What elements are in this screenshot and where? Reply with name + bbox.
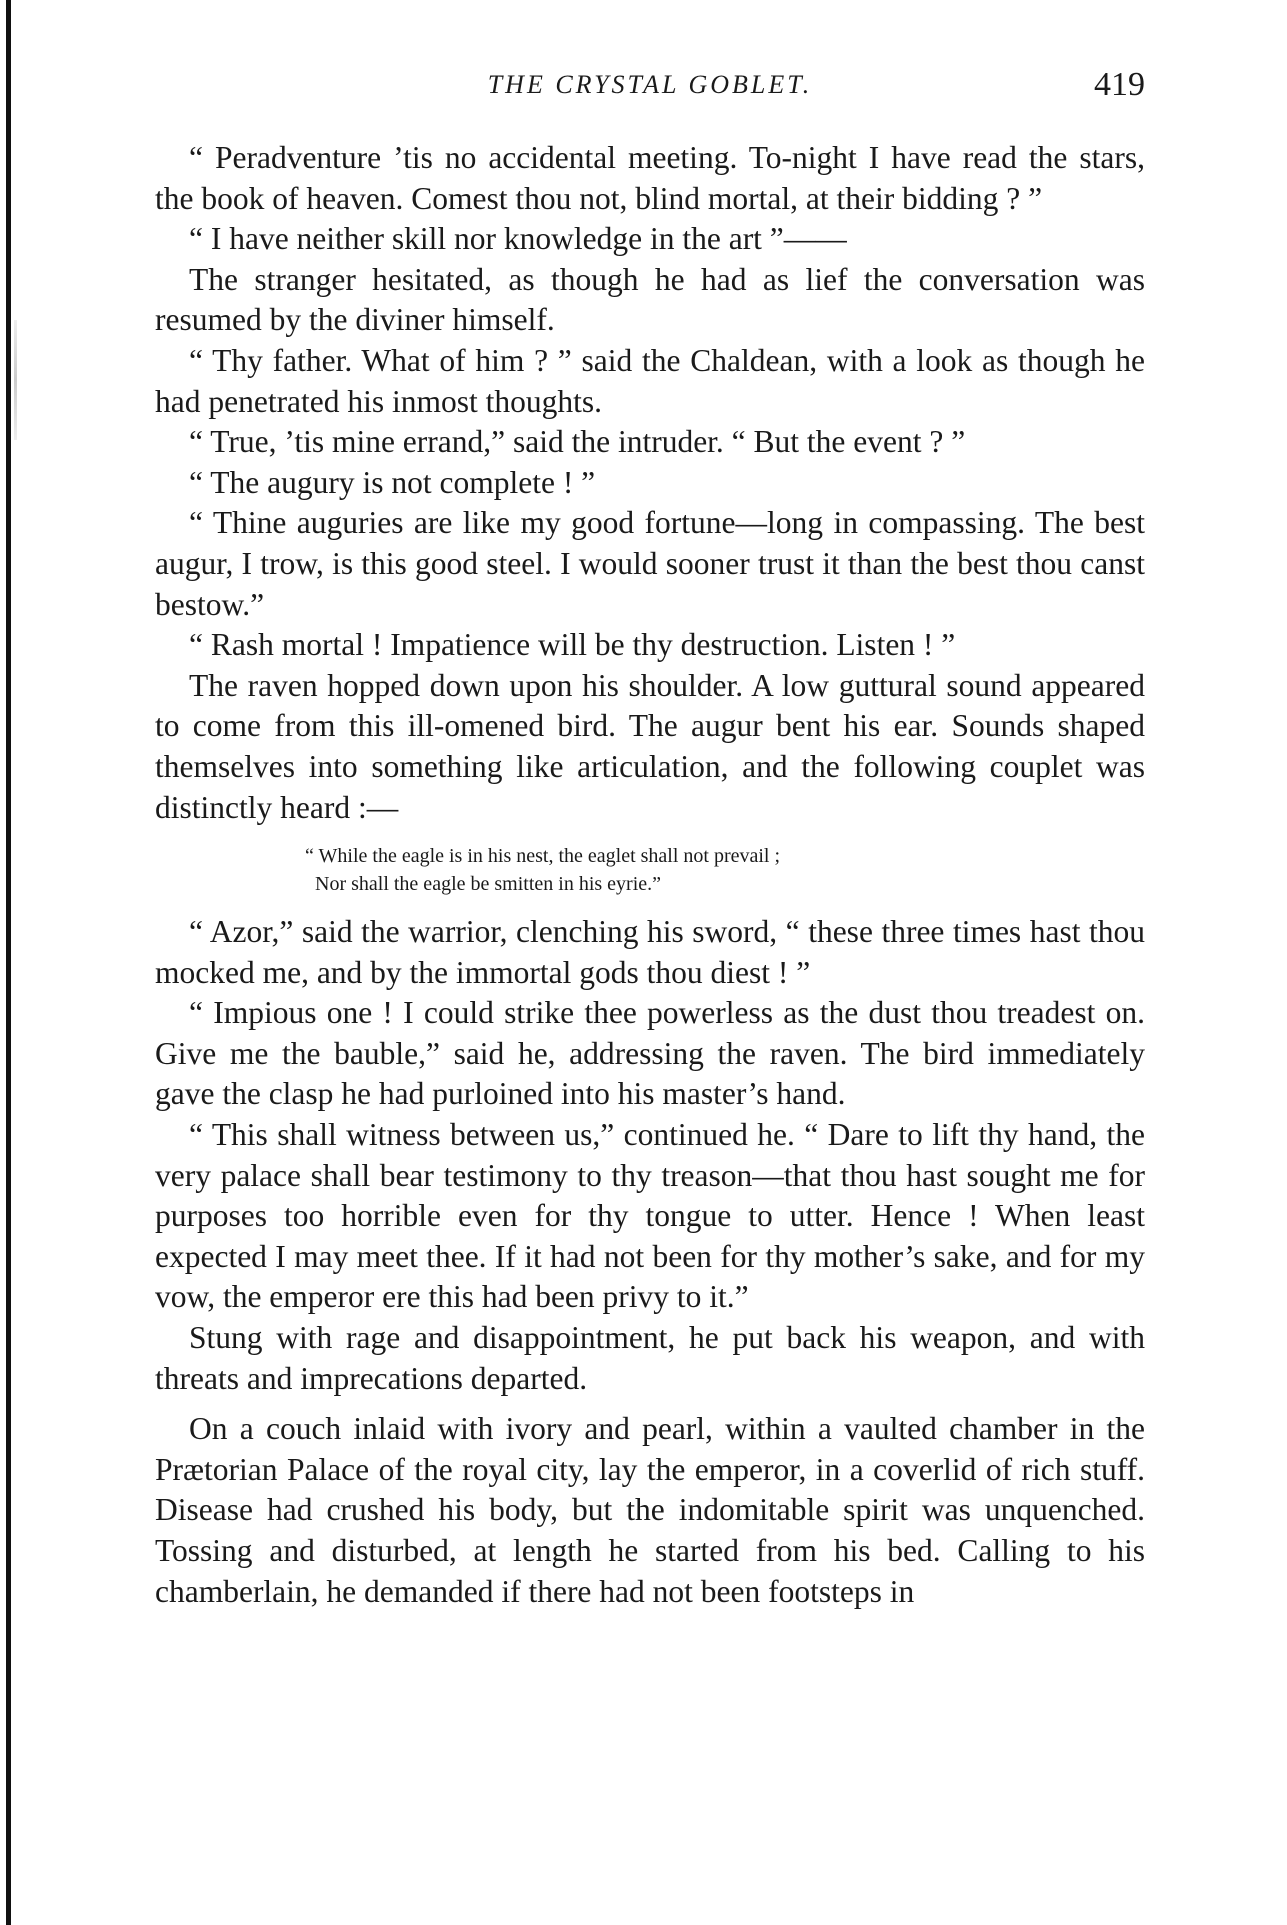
verse-line-2: Nor shall the eagle be smitten in his eyrie.” [315, 873, 662, 896]
paragraph: “ Peradventure ’tis no accidental meeting. To-night I have read the stars, the book of heaven. Comest thou not, blind mortal, at their bidding ? ” [155, 140, 1145, 216]
page-header [155, 60, 1145, 120]
body-text [155, 138, 1145, 1612]
paragraph: “ This shall witness between us,” continued he. “ Dare to lift thy hand, the very palace shall bear testimony to thy treason—that thou hast sought me for purposes too horrible even for thy tongue to utter. Hence ! When least expected I may meet thee. If it had not been for thy mother’s sake, and for my vow, the emperor ere this had been privy to it.” [155, 1117, 1145, 1315]
paragraph: “ Azor,” said the warrior, clenching his sword, “ these three times hast thou mocked me, and by the immortal gods thou diest ! ” [155, 914, 1145, 990]
verse-couplet [155, 842, 1145, 898]
paragraph: “ Thy father. What of him ? ” said the Chaldean, with a look as though he had penetrated his inmost thoughts. [155, 342, 1145, 419]
paragraph: “ I have neither skill nor knowledge in the art ”—— [189, 221, 847, 257]
paragraph: “ The augury is not complete ! ” [189, 464, 596, 500]
book-page [155, 60, 1145, 1612]
paragraph: On a couch inlaid with ivory and pearl, within a vaulted chamber in the Prætorian Palace of the royal city, lay the emperor, in a coverlid of rich stuff. Disease had crushed his body, but the indomitable spirit was unquenched. Tossing and disturbed, at length he started from his bed. Calling to his chamberlain, he demanded if there had not been footsteps in [155, 1411, 1145, 1609]
paragraph: “ True, ’tis mine errand,” said the intruder. “ But the event ? ” [189, 424, 966, 460]
paragraph: Stung with rage and disappointment, he put back his weapon, and with threats and imprecations departed. [155, 1320, 1145, 1396]
paragraph: “ Impious one ! I could strike thee powerless as the dust thou treadest on. Give me the bauble,” said he, addressing the raven. The bird immediately gave the clasp he had purloined into his master’s hand. [155, 995, 1145, 1112]
paragraph: The raven hopped down upon his shoulder. A low guttural sound appeared to come from this ill-omened bird. The augur bent his ear. Sounds shaped themselves into something like articulation, and the following couplet was distinctly heard :— [155, 667, 1145, 825]
page-shadow [14, 320, 17, 440]
paragraph: The stranger hesitated, as though he had as lief the conversation was resumed by the diviner himself. [155, 261, 1145, 338]
paragraph-gap [155, 1399, 1145, 1409]
running-title: THE CRYSTAL GOBLET. [487, 70, 813, 99]
paragraph: “ Rash mortal ! Impatience will be thy destruction. Listen ! ” [189, 627, 956, 663]
verse-line-1: “ While the eagle is in his nest, the eaglet shall not prevail ; [305, 845, 781, 868]
paragraph: “ Thine auguries are like my good fortune—long in compassing. The best augur, I trow, is this good steel. I would sooner trust it than the best thou canst bestow.” [155, 505, 1145, 622]
book-spine-edge [6, 0, 11, 1925]
page-number: 419 [1094, 66, 1145, 103]
